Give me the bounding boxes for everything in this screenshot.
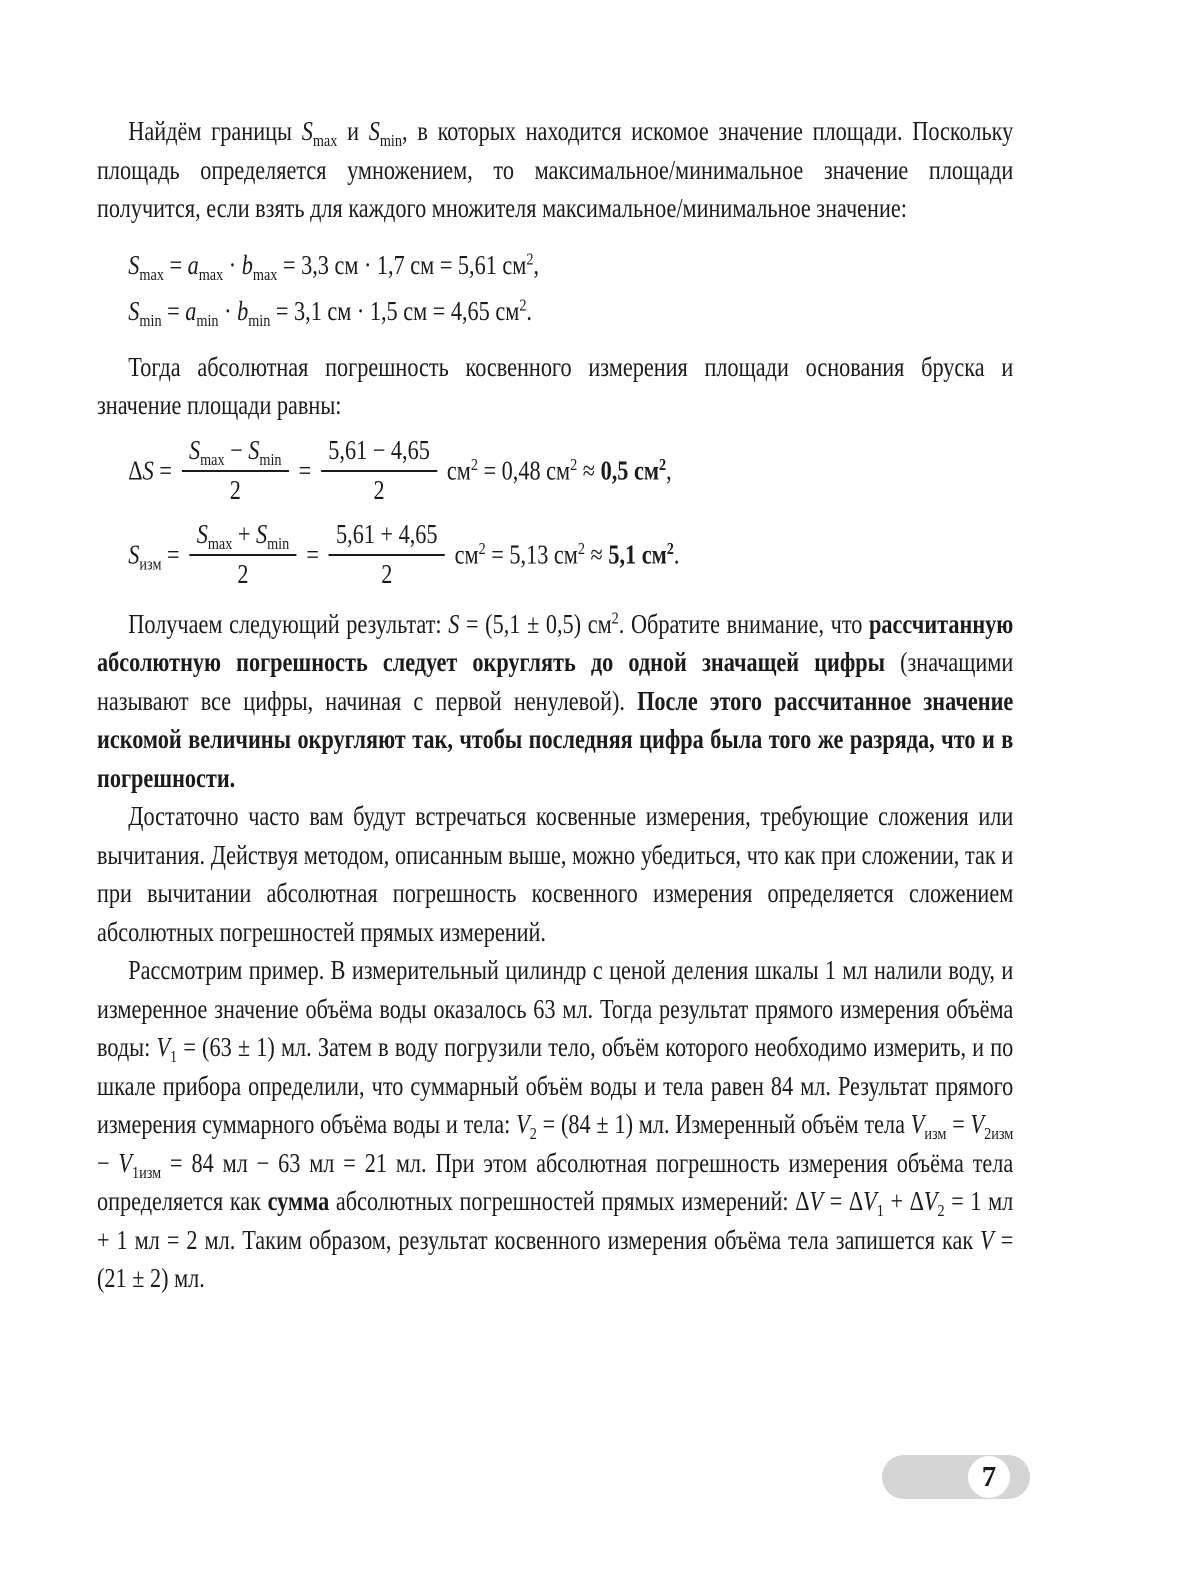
- page-body: [97, 112, 1013, 1298]
- paragraph-result-rounding-rule: Получаем следующий результат: S = (5,1 ± 0,5) $см^2$. Обратите внимание, что рассчитанную абсолютную погрешность следует округлять до одной значащей цифры (значащими называют все цифры, начиная с первой ненулевой). После этого рассчитанное значение искомой величины округляют так, чтобы последняя цифра была того же разряда, что и в погрешности.: [97, 608, 1014, 793]
- paragraph-cylinder-example: Рассмотрим пример. В измерительный цилиндр с ценой деления шкалы 1 мл налили воду, и измеренное значение объёма воды оказалось 63 мл. Тогда результат прямого измерения объёма воды: $V_1 = (63 \pm 1)$ мл. Затем в воду погрузили тело, объём которого необходимо измерить, и по шкале прибора определили, что суммарный объём воды и тела равен 84 мл. Результат прямого измерения суммарного объёма воды и тела: $V_2 = (84 \pm 1)$ мл. Измеренный объём тела $V_{изм} = V_{2изм} - V_{1изм} = 84$ мл − 63 мл = 21 мл. При этом абсолютная погрешность измерения объёма тела определяется как сумма абсолютных погрешностей прямых измерений: $\Delta V = \Delta V_1 + \Delta V_2 = 1$ мл + 1 мл = 2 мл. Таким образом, результат косвенного измерения объёма тела запишется как V = (21 ± 2) мл.: [97, 955, 1014, 1294]
- page-number-badge: [882, 1455, 1030, 1499]
- equation-line: $S_{max} = a_{max} \cdot b_{max} = 3,3$ см · 1,7 см = 5,61 $см^2$,: [128, 249, 540, 284]
- fraction: $\frac{S_{max} - S_{min}}{2}$: [182, 434, 289, 506]
- paragraph-abs-error-intro: Тогда абсолютная погрешность косвенного измерения площади основания бруска и значение площади равны:: [97, 351, 1014, 420]
- page-number: 7: [981, 1460, 997, 1493]
- paragraph-addition-subtraction: Достаточно часто вам будут встречаться косвенные измерения, требующие сложения или вычитания. Действуя методом, описанным выше, можно убедиться, что как при сложении, так и при вычитании абсолютная погрешность косвенного измерения определяется сложением абсолютных погрешностей прямых измерений.: [97, 801, 1014, 947]
- fraction: $\frac{S_{max} + S_{min}}{2}$: [189, 518, 296, 590]
- equation-line: $S_{изм}$ = $\frac{S_{max} + S_{min}}{2}$ = $\frac{5,61 + 4,65}{2}$ $см^2 = 5,13$ $см^2 \approx 5,1$ $см^2$.: [128, 518, 680, 589]
- fraction: $\frac{5,61 - 4,65}{2}$: [321, 434, 437, 506]
- paragraph-find-bounds: Найдём границы $S_{max}$ и $S_{min}$, в которых находится искомое значение площади. Поскольку площадь определяется умножением, то максимальное/минимальное значение площади получится, если взять для каждого множителя максимальное/минимальное значение:: [97, 116, 1014, 223]
- equation-smax-smin: [128, 242, 1013, 334]
- equation-line: $S_{min} = a_{min} \cdot b_{min} = 3,1$ см · 1,5 см = 4,65 $см^2$.: [128, 295, 532, 330]
- equation-line: ΔS = $\frac{S_{max} - S_{min}}{2}$ = $\frac{5,61 - 4,65}{2}$ $см^2 = 0,48$ $см^2 \approx 0,5$ $см^2$,: [128, 434, 672, 505]
- page-number-circle: [968, 1456, 1010, 1498]
- equation-delta-s-fractions: [128, 434, 1013, 593]
- fraction: $\frac{5,61 + 4,65}{2}$: [329, 518, 445, 590]
